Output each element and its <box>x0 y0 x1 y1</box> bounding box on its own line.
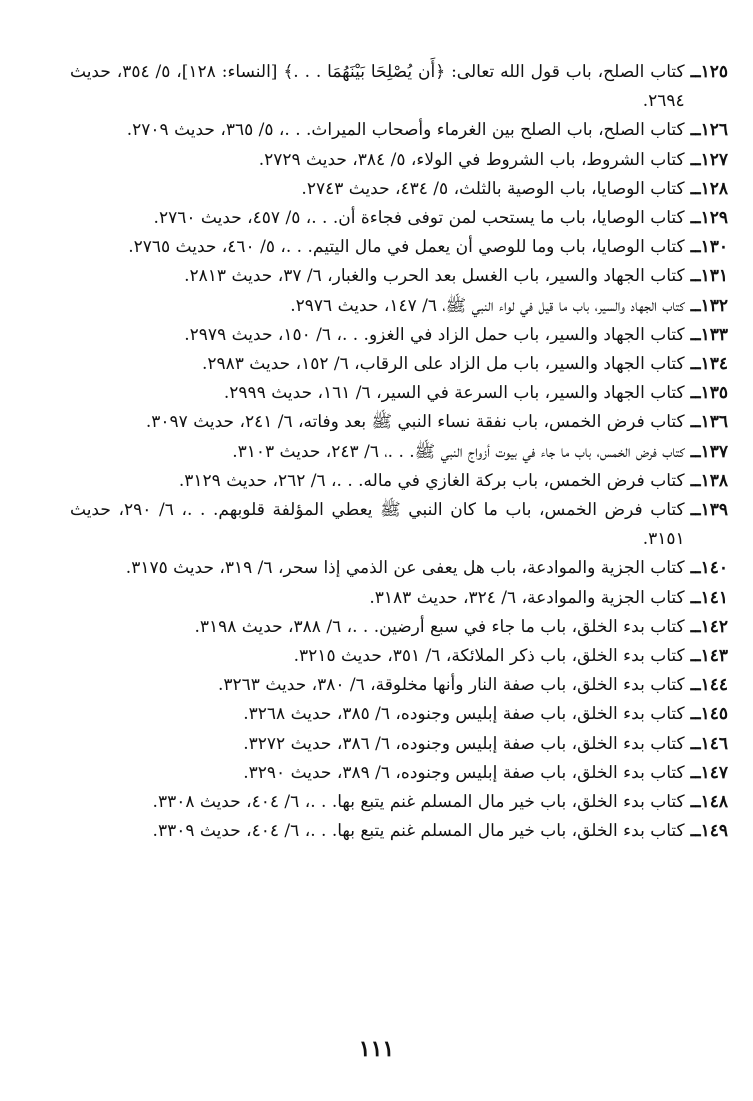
entry-number: ١٣٨ــ <box>690 470 728 491</box>
entry-number: ١٤٩ــ <box>690 821 728 842</box>
entry-number: ١٢٩ــ <box>690 208 728 229</box>
reference-entry <box>70 438 728 467</box>
entry-text: كتاب الجهاد والسير، باب ما قيل في لواء النبي ﷺ، ٦/ ١٤٧، حديث ٢٩٧٦. <box>290 295 685 316</box>
entry-text: كتاب فرض الخمس، باب ما كان النبي ﷺ يعطي المؤلفة قلوبهم. . .، ٦/ ٢٩٠، حديث ٣١٥١. <box>70 500 685 550</box>
entry-text: كتاب الوصايا، باب ما يستحب لمن توفى فجاءة أن. . .، ٥/ ٤٥٧، حديث ٢٧٦٠. <box>153 208 685 229</box>
entry-text: كتاب بدء الخلق، باب خير مال المسلم غنم يتبع بها. . .، ٦/ ٤٠٤، حديث ٣٣٠٩. <box>152 821 685 842</box>
entry-number: ١٤٦ــ <box>690 733 728 754</box>
entry-text: كتاب بدء الخلق، باب صفة النار وأنها مخلوقة، ٦/ ٣٨٠، حديث ٣٢٦٣. <box>218 675 685 696</box>
reference-entry <box>70 671 728 700</box>
reference-entry <box>70 408 728 437</box>
entry-text: كتاب بدء الخلق، باب ما جاء في سبع أرضين. . .، ٦/ ٣٨٨، حديث ٣١٩٨. <box>194 616 685 637</box>
reference-entry <box>70 262 728 291</box>
entry-text: كتاب بدء الخلق، باب صفة إبليس وجنوده، ٦/ ٣٨٩، حديث ٣٢٩٠. <box>243 762 685 783</box>
entry-number: ١٢٨ــ <box>690 178 728 199</box>
entry-number: ١٤٨ــ <box>690 792 728 813</box>
reference-entry <box>70 233 728 262</box>
page-number: ١١١ <box>358 1036 395 1062</box>
reference-entry <box>70 204 728 233</box>
entry-text: كتاب الوصايا، باب وما للوصي أن يعمل في مال اليتيم. . .، ٥/ ٤٦٠، حديث ٢٧٦٥. <box>128 237 685 258</box>
reference-entry <box>70 350 728 379</box>
reference-entry <box>70 321 728 350</box>
entry-text: كتاب الجزية والموادعة، ٦/ ٣٢٤، حديث ٣١٨٣. <box>369 587 685 608</box>
entry-number: ١٣٠ــ <box>690 237 728 258</box>
entry-text: كتاب فرض الخمس، باب بركة الغازي في ماله. . .، ٦/ ٢٦٢، حديث ٣١٢٩. <box>178 470 685 491</box>
reference-entry <box>70 467 728 496</box>
entry-number: ١٢٦ــ <box>690 120 728 141</box>
entry-text: كتاب بدء الخلق، باب صفة إبليس وجنوده، ٦/ ٣٨٦، حديث ٣٢٧٢. <box>243 733 685 754</box>
entry-number: ١٣٦ــ <box>690 412 728 433</box>
entry-text: كتاب فرض الخمس، باب ما جاء في بيوت أزواج النبي ﷺ. . .، ٦/ ٢٤٣، حديث ٣١٠٣. <box>232 441 685 462</box>
reference-entry <box>70 642 728 671</box>
reference-list <box>70 58 728 846</box>
reference-entry <box>70 730 728 759</box>
entry-text: كتاب الجهاد والسير، باب الغسل بعد الحرب والغبار، ٦/ ٣٧، حديث ٢٨١٣. <box>184 266 685 287</box>
reference-entry <box>70 146 728 175</box>
reference-entry <box>70 292 728 321</box>
reference-entry <box>70 58 728 116</box>
reference-entry <box>70 554 728 583</box>
entry-number: ١٣٤ــ <box>690 354 728 375</box>
reference-entry <box>70 379 728 408</box>
entry-text: كتاب بدء الخلق، باب خير مال المسلم غنم يتبع بها. . .، ٦/ ٤٠٤، حديث ٣٣٠٨. <box>152 792 685 813</box>
entry-text: كتاب بدء الخلق، باب صفة إبليس وجنوده، ٦/ ٣٨٥، حديث ٣٢٦٨. <box>243 704 685 725</box>
entry-number: ١٤٢ــ <box>690 616 728 637</box>
reference-entry <box>70 759 728 788</box>
reference-entry <box>70 175 728 204</box>
entry-text: كتاب الجهاد والسير، باب حمل الزاد في الغزو. . .، ٦/ ١٥٠، حديث ٢٩٧٩. <box>184 324 685 345</box>
entry-number: ١٢٧ــ <box>690 149 728 170</box>
entry-text: كتاب بدء الخلق، باب ذكر الملائكة، ٦/ ٣٥١، حديث ٣٢١٥. <box>293 646 685 667</box>
entry-text: كتاب الجزية والموادعة، باب هل يعفى عن الذمي إذا سحر، ٦/ ٣١٩، حديث ٣١٧٥. <box>125 558 685 579</box>
entry-text: كتاب الجهاد والسير، باب السرعة في السير، ٦/ ١٦١، حديث ٢٩٩٩. <box>223 383 685 404</box>
entry-number: ١٢٥ــ <box>690 62 728 82</box>
reference-entry <box>70 817 728 846</box>
entry-number: ١٤٧ــ <box>690 762 728 783</box>
entry-number: ١٣١ــ <box>690 266 728 287</box>
reference-entry <box>70 584 728 613</box>
entry-number: ١٤٠ــ <box>690 558 728 579</box>
entry-number: ١٣٥ــ <box>690 383 728 404</box>
reference-entry <box>70 496 728 554</box>
entry-number: ١٣٧ــ <box>690 441 728 462</box>
entry-text: كتاب فرض الخمس، باب نفقة نساء النبي ﷺ بعد وفاته، ٦/ ٢٤١، حديث ٣٠٩٧. <box>145 412 685 433</box>
entry-text: كتاب الصلح، باب الصلح بين الغرماء وأصحاب الميراث. . .، ٥/ ٣٦٥، حديث ٢٧٠٩. <box>126 120 685 141</box>
entry-text: كتاب الجهاد والسير، باب مل الزاد على الرقاب، ٦/ ١٥٢، حديث ٢٩٨٣. <box>201 354 685 375</box>
entry-number: ١٤٣ــ <box>690 646 728 667</box>
entry-text: كتاب الشروط، باب الشروط في الولاء، ٥/ ٣٨٤، حديث ٢٧٢٩. <box>258 149 685 170</box>
entry-number: ١٤٤ــ <box>690 675 728 696</box>
reference-entry <box>70 788 728 817</box>
reference-entry <box>70 116 728 145</box>
entry-text: كتاب الصلح، باب قول الله تعالى: ﴿أَن يُصْلِحَا بَيْنَهُمَا . . .﴾ [النساء: ١٢٨]، ٥/ ٣٥٤، حديث ٢٦٩٤. <box>70 62 685 112</box>
entry-text: كتاب الوصايا، باب الوصية بالثلث، ٥/ ٤٣٤، حديث ٢٧٤٣. <box>301 178 685 199</box>
entry-number: ١٣٩ــ <box>690 500 728 521</box>
entry-number: ١٤٥ــ <box>690 704 728 725</box>
entry-number: ١٤١ــ <box>690 587 728 608</box>
reference-entry <box>70 613 728 642</box>
entry-number: ١٣٢ــ <box>690 295 728 316</box>
entry-number: ١٣٣ــ <box>690 324 728 345</box>
reference-entry <box>70 700 728 729</box>
